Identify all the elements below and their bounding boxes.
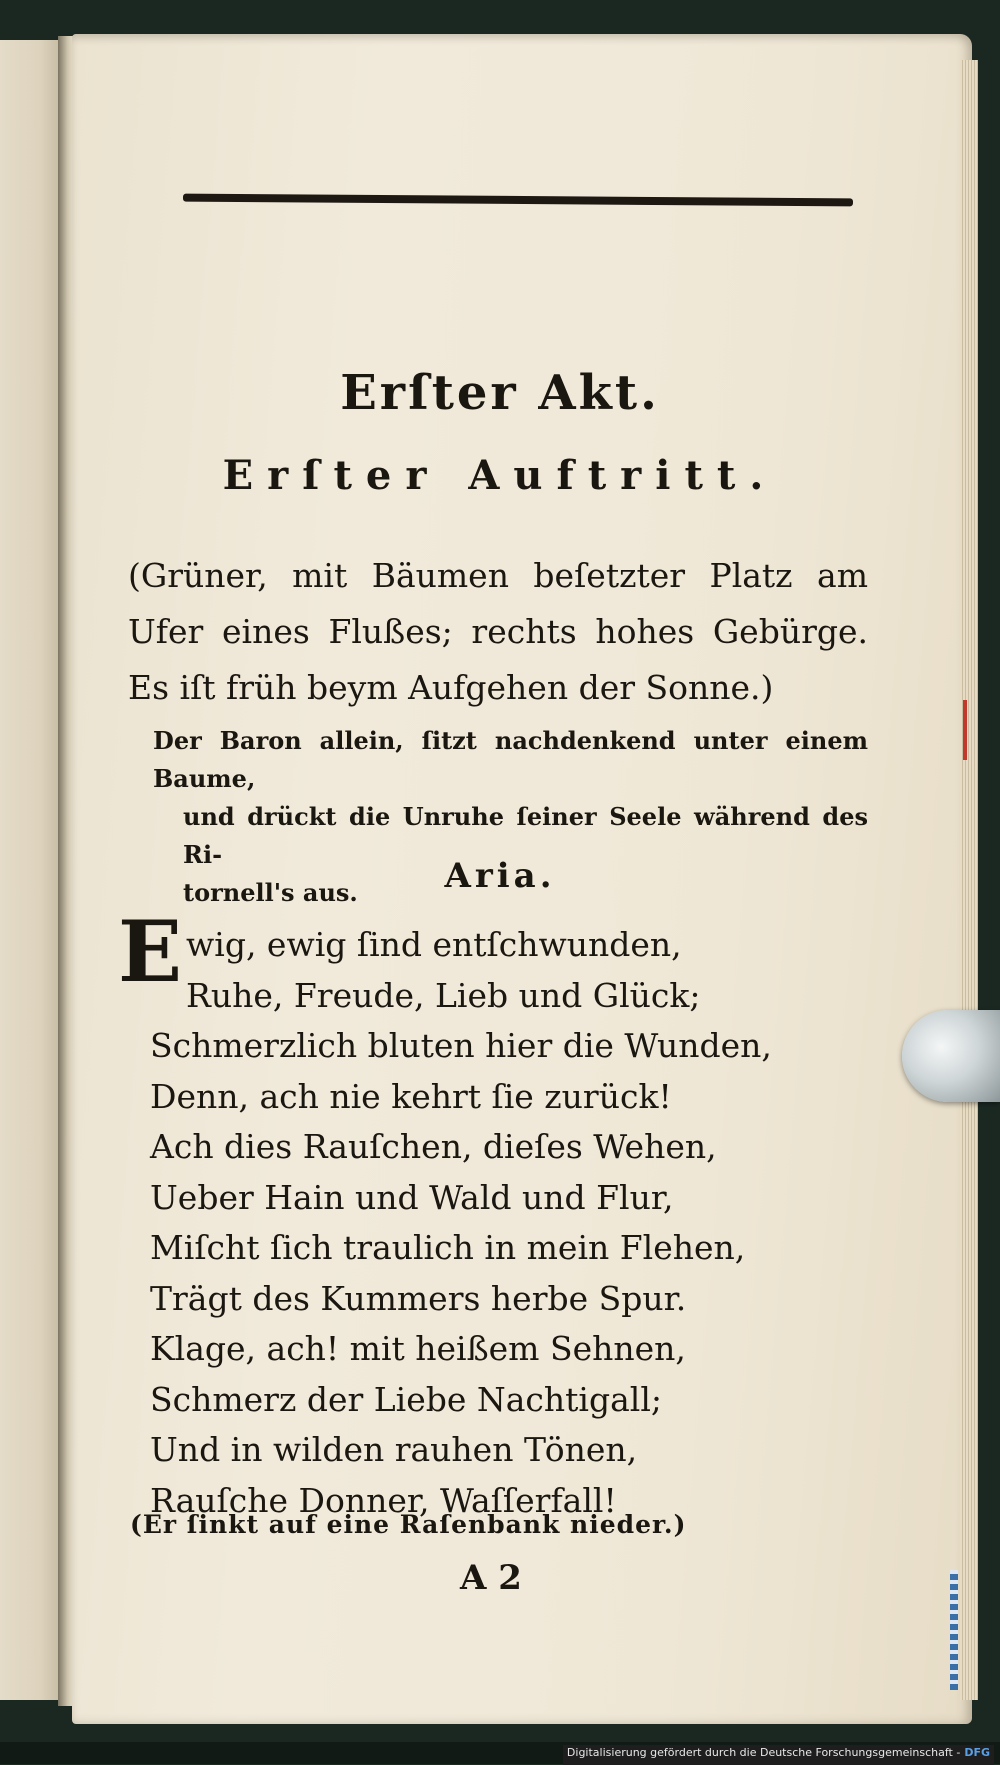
poem-line: Ach dies Rauſchen, dieſes Wehen, <box>150 1127 717 1166</box>
scene-title: Erſter Auftritt. <box>222 452 778 499</box>
poem-line: wig, ewig ſind entſchwunden, <box>186 925 682 964</box>
stage-direction: (Grüner, mit Bäumen beſetzter Platz am Ufer eines Flußes; rechts hohes Gebürge. Es iſt früh beym Aufgehen der Sonne.) <box>128 556 868 707</box>
credit-text: Digitalisierung gefördert durch die Deutsche Forschungsgemeinschaft - <box>566 1746 961 1759</box>
aria-title: Aria. <box>444 856 556 896</box>
page-clip <box>902 1010 1000 1102</box>
dfg-logo: DFG <box>964 1746 990 1759</box>
poem-line: Und in wilden rauhen Tönen, <box>150 1430 638 1469</box>
act-title: Erſter Akt. <box>340 365 660 421</box>
stage-note-line: und drückt die Unruhe ſeiner Seele während des Ri- <box>183 802 868 869</box>
poem-line: Klage, ach! mit heißem Sehnen, <box>150 1329 686 1368</box>
poem-line: Ueber Hain und Wald und Flur, <box>150 1177 674 1217</box>
signature-mark: A 2 <box>460 1558 522 1598</box>
stage-note-line: tornell's aus. <box>183 878 358 907</box>
poem-line: Miſcht ſich traulich in mein Flehen, <box>150 1228 746 1267</box>
poem-line: Ruhe, Freude, Lieb und Glück; <box>186 975 701 1015</box>
exit-direction: (Er ſinkt auf eine Raſenbank nieder.) <box>130 1510 687 1539</box>
poem-line: Denn, ach nie kehrt ſie zurück! <box>150 1076 672 1116</box>
poem-line: Schmerzlich bluten hier die Wunden, <box>150 1026 772 1065</box>
aria-poem <box>118 902 878 1526</box>
stage-note-line: Der Baron allein, ſitzt nachdenkend unter einem Baume, <box>153 726 868 793</box>
drop-cap: E <box>118 902 183 1001</box>
poem-line: Schmerz der Liebe Nachtigall; <box>150 1379 662 1419</box>
color-strip <box>950 1570 958 1690</box>
poem-line: Rauſche Donner, Waſſerfall! <box>150 1480 617 1520</box>
funding-credit <box>563 1745 994 1765</box>
red-bookmark <box>963 700 967 760</box>
poem-line: Trägt des Kummers herbe Spur. <box>150 1278 687 1318</box>
